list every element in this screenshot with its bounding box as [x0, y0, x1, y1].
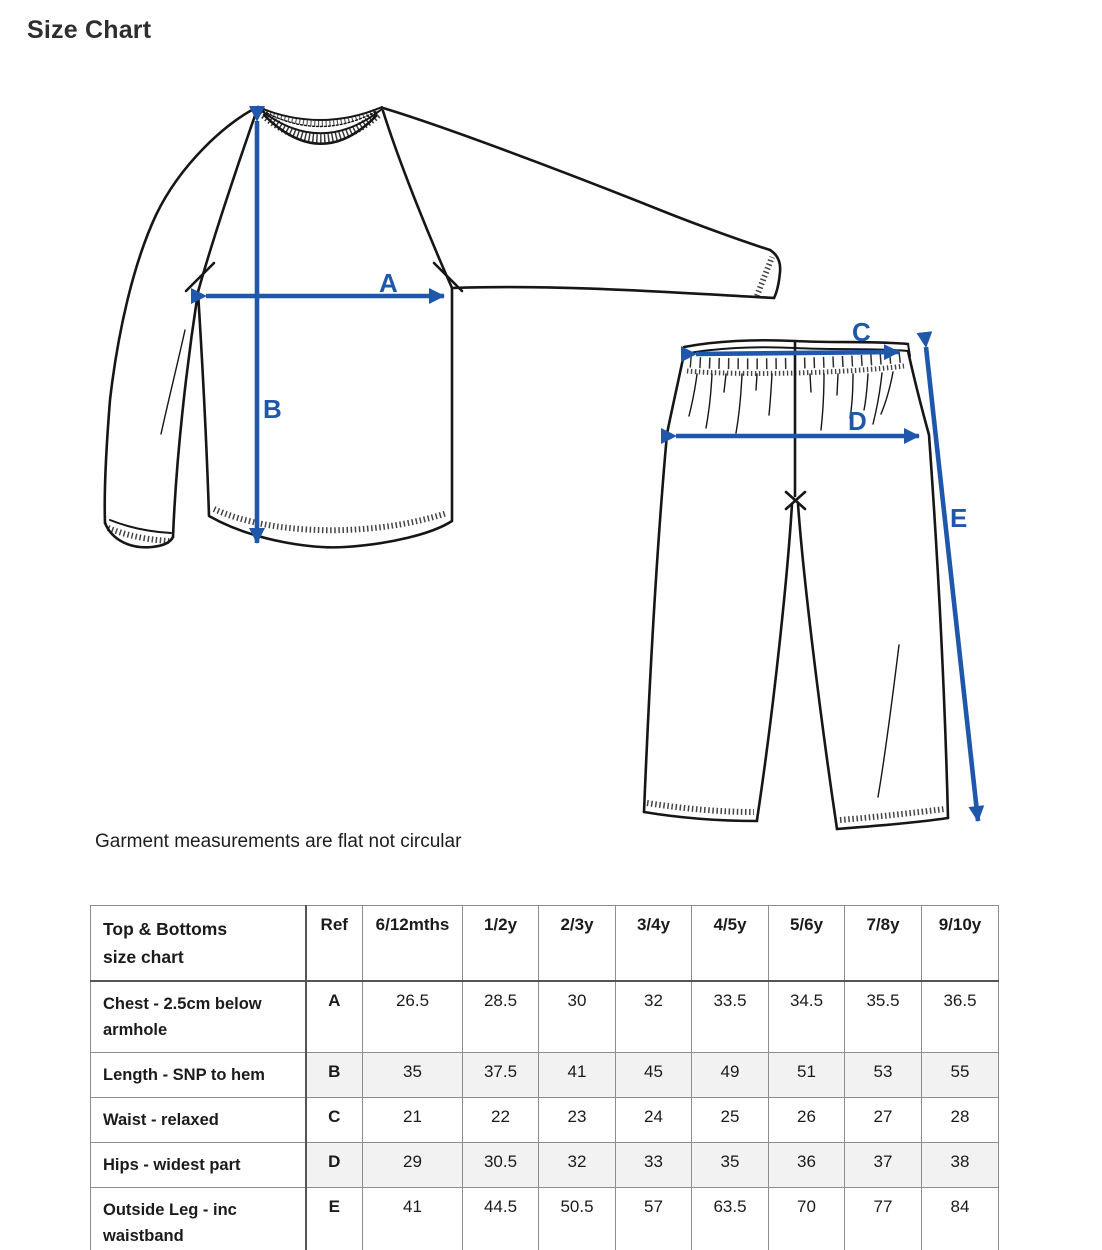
value-cell: 49 — [692, 1053, 769, 1098]
value-cell: 38 — [922, 1143, 999, 1188]
ref-cell: A — [306, 981, 363, 1053]
row-label: Length - SNP to hem — [91, 1053, 306, 1098]
value-cell: 32 — [616, 981, 692, 1053]
col-header-size: 6/12mths — [363, 906, 463, 982]
value-cell: 23 — [539, 1098, 616, 1143]
value-cell: 57 — [616, 1188, 692, 1250]
col-header-size: 7/8y — [845, 906, 922, 982]
value-cell: 26.5 — [363, 981, 463, 1053]
col-header-size: 1/2y — [463, 906, 539, 982]
value-cell: 35 — [363, 1053, 463, 1098]
value-cell: 24 — [616, 1098, 692, 1143]
value-cell: 37 — [845, 1143, 922, 1188]
waist-arrow-C — [696, 352, 899, 354]
col-header-size: 9/10y — [922, 906, 999, 982]
col-header-size: 5/6y — [769, 906, 845, 982]
value-cell: 22 — [463, 1098, 539, 1143]
value-cell: 63.5 — [692, 1188, 769, 1250]
value-cell: 84 — [922, 1188, 999, 1250]
value-cell: 37.5 — [463, 1053, 539, 1098]
value-cell: 55 — [922, 1053, 999, 1098]
value-cell: 50.5 — [539, 1188, 616, 1250]
page-title: Size Chart — [27, 16, 152, 44]
col-header-ref: Ref — [306, 906, 363, 982]
measure-label-a: A — [379, 268, 398, 298]
measure-label-d: D — [848, 406, 867, 436]
value-cell: 36.5 — [922, 981, 999, 1053]
value-cell: 45 — [616, 1053, 692, 1098]
value-cell: 33.5 — [692, 981, 769, 1053]
value-cell: 35 — [692, 1143, 769, 1188]
value-cell: 41 — [363, 1188, 463, 1250]
table-row-chest — [91, 981, 999, 1053]
ref-cell: E — [306, 1188, 363, 1250]
value-cell: 28.5 — [463, 981, 539, 1053]
notch-mark-right — [434, 263, 462, 291]
value-cell: 77 — [845, 1188, 922, 1250]
value-cell: 33 — [616, 1143, 692, 1188]
row-label: Waist - relaxed — [91, 1098, 306, 1143]
measure-label-c: C — [852, 317, 871, 347]
value-cell: 34.5 — [769, 981, 845, 1053]
value-cell: 51 — [769, 1053, 845, 1098]
ref-cell: D — [306, 1143, 363, 1188]
measurement-note: Garment measurements are flat not circular — [95, 831, 462, 852]
value-cell: 26 — [769, 1098, 845, 1143]
value-cell: 27 — [845, 1098, 922, 1143]
value-cell: 35.5 — [845, 981, 922, 1053]
value-cell: 21 — [363, 1098, 463, 1143]
value-cell: 70 — [769, 1188, 845, 1250]
col-header-size: 3/4y — [616, 906, 692, 982]
value-cell: 53 — [845, 1053, 922, 1098]
value-cell: 44.5 — [463, 1188, 539, 1250]
value-cell: 32 — [539, 1143, 616, 1188]
bottoms-garment-drawing — [644, 317, 978, 829]
col-header-size: 4/5y — [692, 906, 769, 982]
table-row-length — [91, 1053, 999, 1098]
col-header-title: Top & Bottoms size chart — [91, 906, 306, 982]
value-cell: 30.5 — [463, 1143, 539, 1188]
table-row-outside-leg — [91, 1188, 999, 1250]
ref-cell: C — [306, 1098, 363, 1143]
value-cell: 36 — [769, 1143, 845, 1188]
outside-leg-arrow-E — [926, 347, 978, 821]
top-garment-drawing — [105, 107, 780, 547]
value-cell: 28 — [922, 1098, 999, 1143]
table-row-hips — [91, 1143, 999, 1188]
row-label: Outside Leg - inc waistband — [91, 1188, 306, 1250]
value-cell: 29 — [363, 1143, 463, 1188]
table-row-waist — [91, 1098, 999, 1143]
row-label: Chest - 2.5cm below armhole — [91, 981, 306, 1053]
measure-label-e: E — [950, 503, 968, 533]
row-label: Hips - widest part — [91, 1143, 306, 1188]
value-cell: 30 — [539, 981, 616, 1053]
value-cell: 25 — [692, 1098, 769, 1143]
ref-cell: B — [306, 1053, 363, 1098]
size-chart-table — [90, 905, 999, 1250]
col-header-size: 2/3y — [539, 906, 616, 982]
measure-label-b: B — [263, 394, 282, 424]
value-cell: 41 — [539, 1053, 616, 1098]
table-header-row — [91, 906, 999, 982]
